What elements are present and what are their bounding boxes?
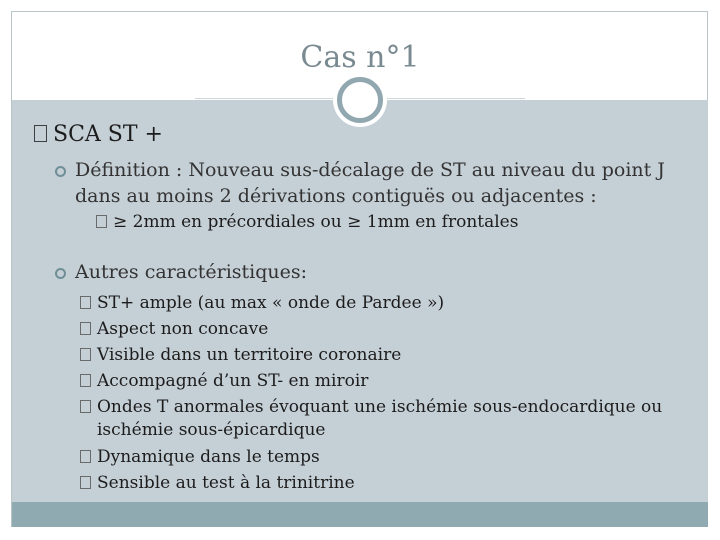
list-item: ST+ ample (au max « onde de Pardee ») [80, 292, 444, 315]
ring-bullet-icon [55, 166, 66, 177]
others-label: Autres caractéristiques: [75, 261, 308, 283]
definition-line-1: Définition : Nouveau sus-décalage de ST au niveau du point J [75, 159, 665, 181]
square-bullet-icon [96, 215, 107, 228]
heading-text: SCA ST + [53, 122, 163, 147]
square-bullet-icon [80, 374, 91, 387]
circle-ornament-icon [337, 77, 383, 123]
list-item: Accompagné d’un ST- en miroir [80, 370, 368, 393]
footer-bar [12, 502, 708, 527]
main-heading [34, 122, 163, 147]
slide-title: Cas n°1 [300, 40, 420, 75]
square-bullet-icon [80, 296, 91, 309]
definition-line-2: dans au moins 2 dérivations contiguës ou adjacentes : [75, 185, 597, 207]
ring-bullet-icon [55, 268, 66, 279]
square-bullet-icon [80, 348, 91, 361]
list-item: Dynamique dans le temps [80, 446, 320, 469]
square-bullet-icon [80, 400, 91, 413]
list-item: Aspect non concave [80, 318, 268, 341]
definition-sub-item [96, 211, 518, 234]
list-item: Sensible au test à la trinitrine [80, 472, 355, 495]
square-bullet-icon [80, 476, 91, 489]
list-item: Visible dans un territoire coronaire [80, 344, 401, 367]
definition-sub-text: ≥ 2mm en précordiales ou ≥ 1mm en frontales [113, 212, 519, 232]
list-item: Ondes T anormales évoquant une ischémie sous-endocardique ou [80, 396, 662, 419]
square-bullet-icon [80, 450, 91, 463]
checkbox-bullet-icon [34, 125, 47, 142]
list-item-continuation: ischémie sous-épicardique [97, 420, 326, 440]
square-bullet-icon [80, 322, 91, 335]
